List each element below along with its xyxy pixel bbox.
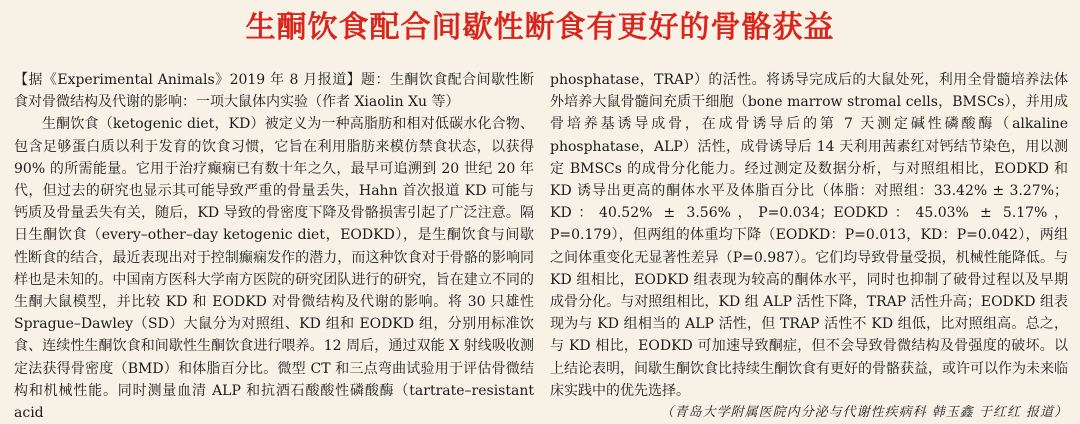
article-left-column [14,69,534,424]
article-title: 生酮饮食配合间歇性断食有更好的骨骼获益 [245,10,835,45]
article-credit: （青岛大学附属医院内分泌与代谢性疾病科 韩玉鑫 于红红 报道） [660,405,1068,421]
article-right-column [550,69,1068,424]
article-body-paragraph-continued: phosphatase，TRAP）的活性。将诱导完成后的大鼠处死，利用全骨髓培养法体外培养大鼠骨髓间充质干细胞（bone marrow stromal cells，BMSCs），并用成骨培养基诱导成骨，在成骨诱导后的第 7 天测定碱性磷酸酶（alkaline phosphatase，ALP）活性，成骨诱导后 14 天利用茜素红对钙结节染色，用以测定 BMSCs 的成骨分化能力。经过测定及数据分析，与对照组相比，EODKD 和 KD 诱导出更高的酮体水平及体脂百分比（体脂：对照组：33.42% ± 3.27%；KD：40.52% ± 3.56%，P=0.034；EODKD：45.03% ± 5.17%，P=0.179），但两组的体重均下降（EODKD：P=0.013，KD：P=0.042），两组之间体重变化无显著性差异（P=0.987）。它们均导致骨量受损，机械性能降低。与 KD 组相比，EODKD 组表现为较高的酮体水平，同时也抑制了破骨过程以及早期成骨分化。与对照组相比，KD 组 ALP 活性下降，TRAP 活性升高；EODKD 组表现为与 KD 组相当的 ALP 活性，但 TRAP 活性不 KD 组低，比对照组高。总之，与 KD 相比，EODKD 可加速导致酮症，但不会导致骨微结构及骨强度的破坏。以上结论表明，间歇生酮饮食比持续生酮饮食有更好的骨骼获益，或许可以作为未来临床实践中的优先选择。 [550,72,1068,399]
article-source-paragraph: 【据《Experimental Animals》2019 年 8 月报道】题：生酮饮食配合间歇性断食对骨微结构及代谢的影响：一项大鼠体内实验（作者 Xiaolin Xu 等） [14,72,534,111]
article-body-paragraph: 生酮饮食（ketogenic diet，KD）被定义为一种高脂肪和相对低碳水化合物、包含足够蛋白质以利于发育的饮食习惯，它旨在利用脂肪来模仿禁食状态，以获得 90% 的所需能量。它用于治疗癫痫已有数十年之久，最早可追溯到 20 世纪 20 年代，但过去的研究也显示其可能导致严重的骨量丢失，Hahn 首次报道 KD 可能与钙质及骨量丢失有关，随后，KD 导致的骨密度下降及骨骼损害引起了广泛注意。隔日生酮饮食（every–other–day ketogenic diet，EODKD），是生酮饮食与间歇性断食的结合，最近表现出对于控制癫痫发作的潜力，而这种饮食对于骨骼的影响同样也是未知的。中国南方医科大学南方医院的研究团队进行的研究，旨在建立不同的生酮大鼠模型，并比较 KD 和 EODKD 对骨微结构及代谢的影响。将 30 只雄性 Sprague–Dawley（SD）大鼠分为对照组、KD 组和 EODKD 组，分别用标准饮食、连续性生酮饮食和间歇性生酮饮食进行喂养。12 周后，通过双能 X 射线吸收测定法获得骨密度（BMD）和体脂百分比。微型 CT 和三点弯曲试验用于评估骨微结构和机械性能。同时测量血清 ALP 和抗酒石酸酸性磷酸酶（tartrate–resistant acid [14,116,534,422]
